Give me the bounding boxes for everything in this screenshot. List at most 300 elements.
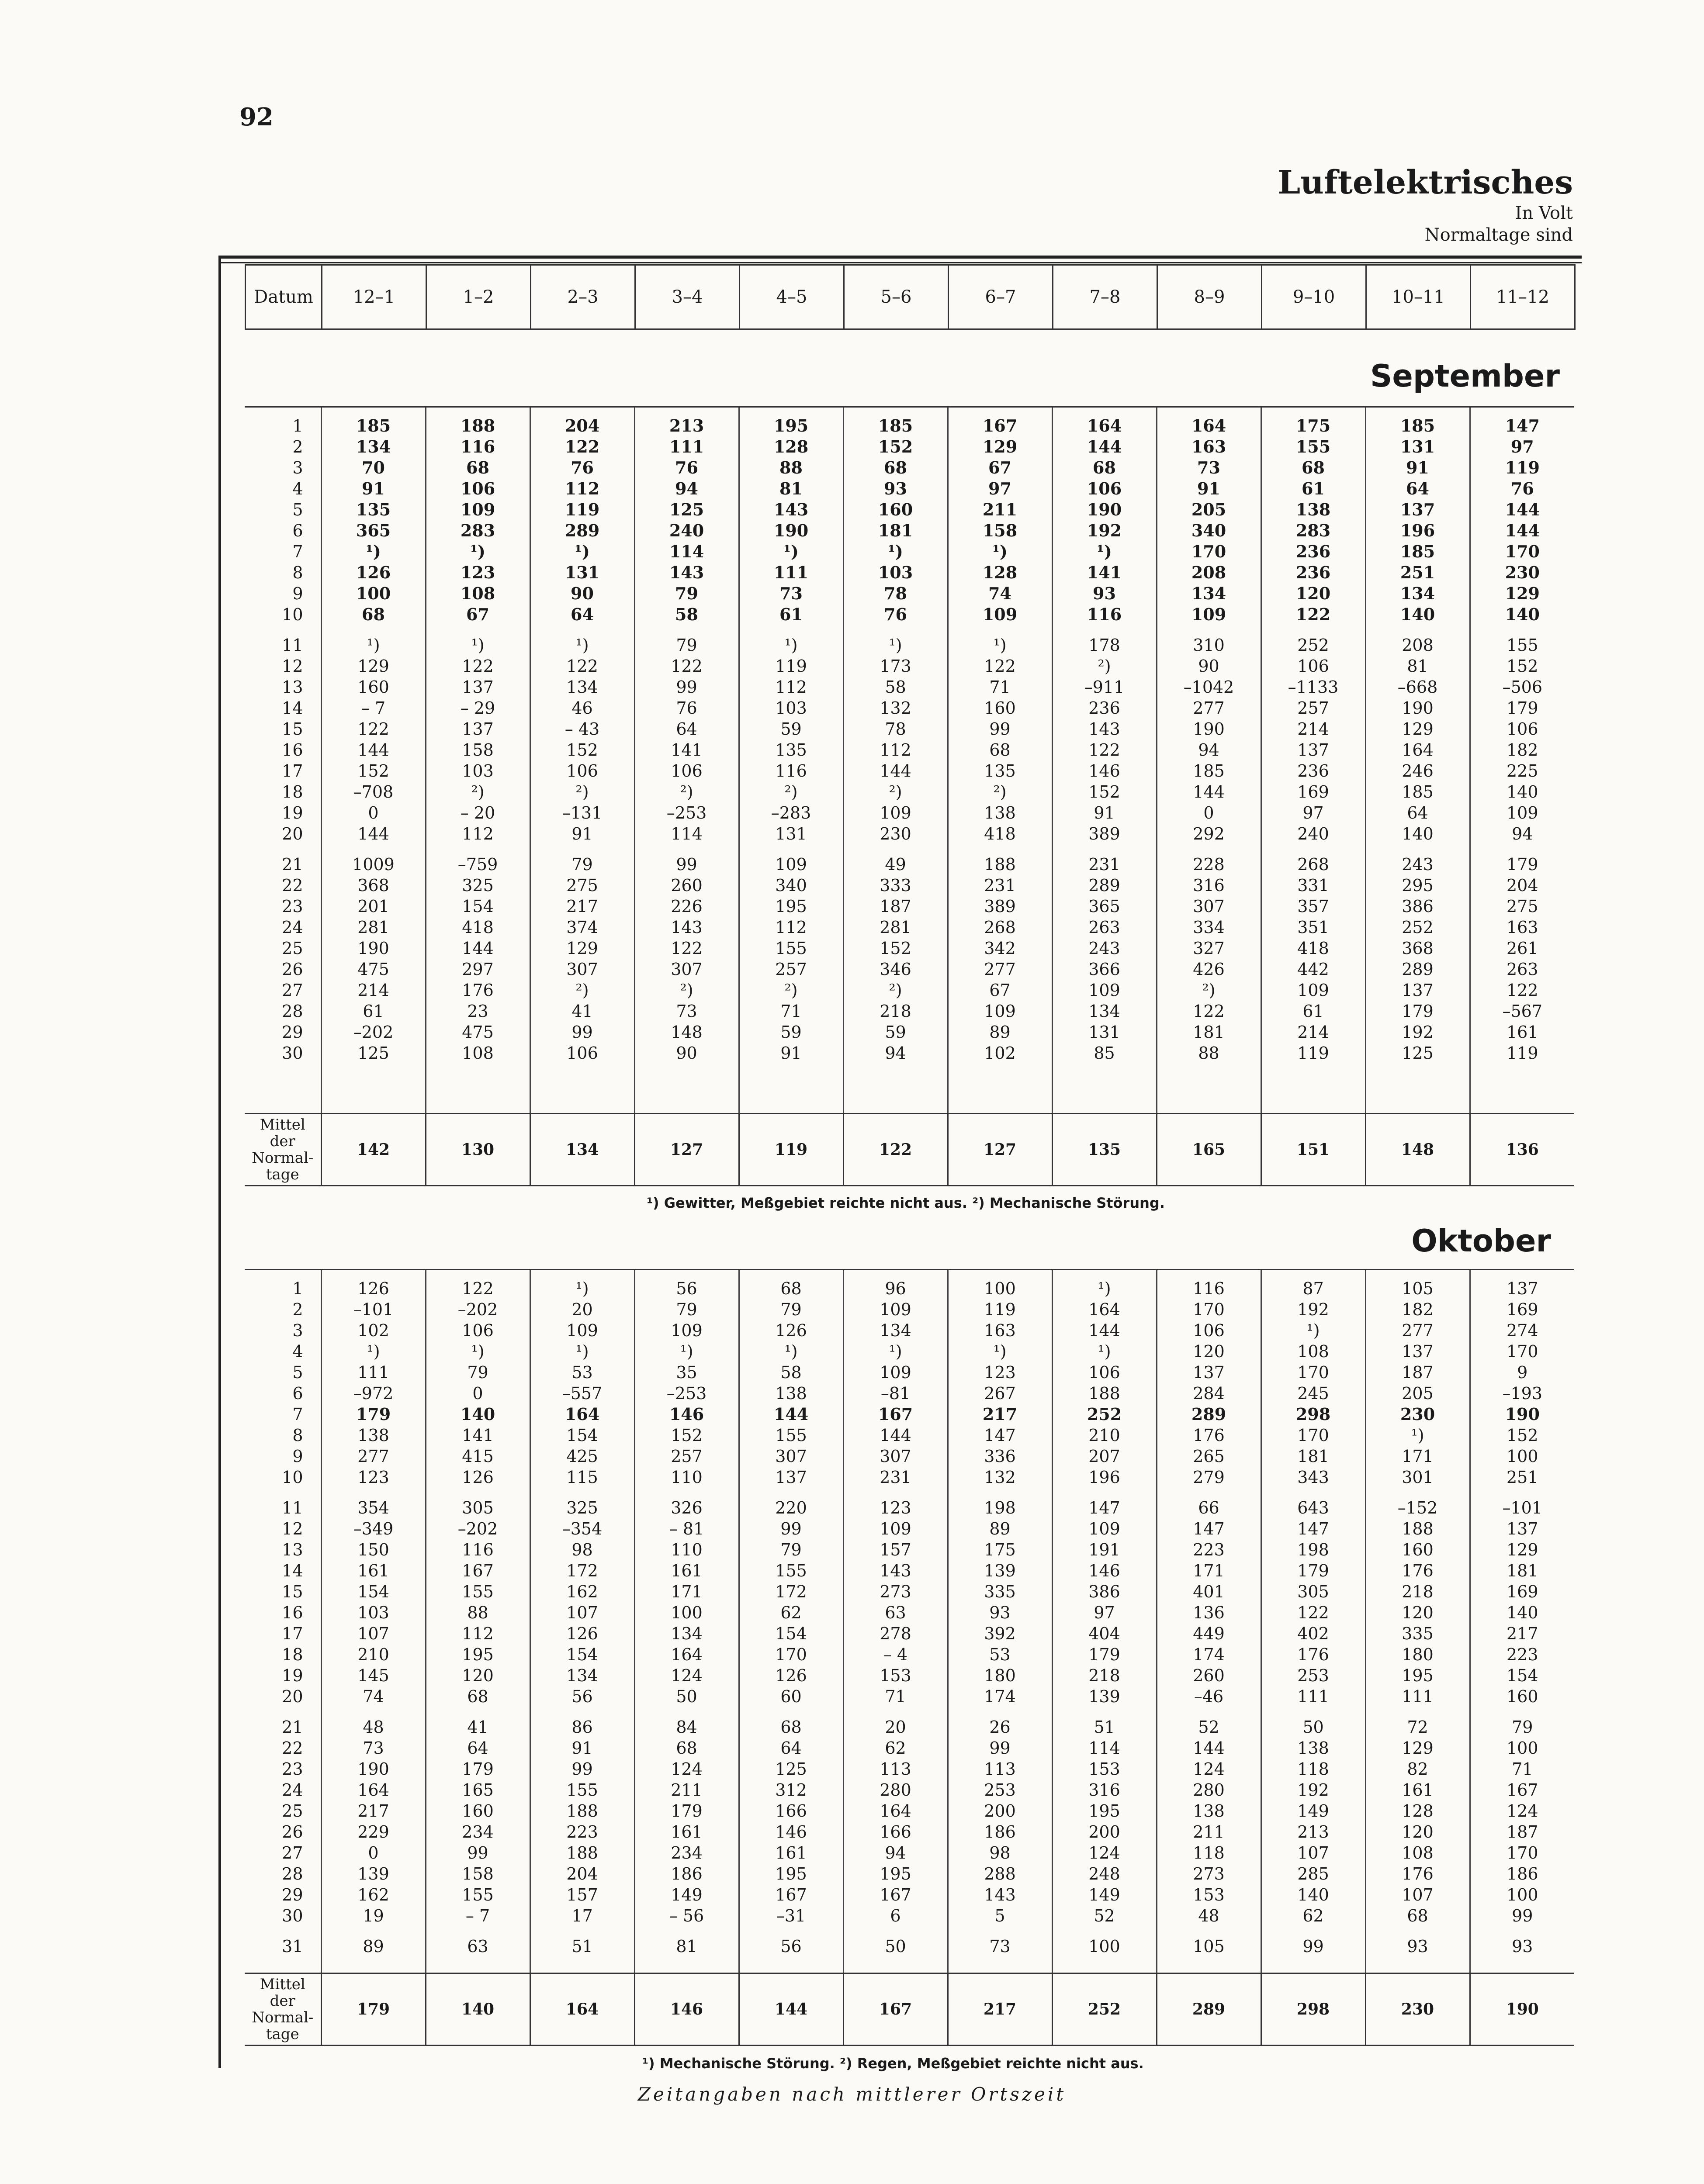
table-cell: 131 <box>1400 437 1435 456</box>
table-cell: –202 <box>457 1300 498 1319</box>
table-cell: 122 <box>357 719 389 739</box>
table-cell: 81 <box>779 479 803 498</box>
table-cell: 185 <box>356 416 391 435</box>
table-cell: ²) <box>889 981 902 1000</box>
day-number: 10 <box>282 605 303 624</box>
table-cell: –668 <box>1397 677 1438 697</box>
day-number: 26 <box>282 1822 303 1842</box>
table-cell: 196 <box>1400 521 1435 540</box>
table-cell: 220 <box>775 1498 807 1517</box>
table-cell: ¹) <box>1306 1321 1320 1340</box>
table-cell: –1042 <box>1183 677 1234 697</box>
table-cell: 144 <box>1193 1738 1225 1758</box>
table-cell: 126 <box>356 563 391 582</box>
hour-header-row <box>245 264 1576 330</box>
table-cell: 257 <box>671 1447 703 1466</box>
hour-column-4 <box>634 408 739 1113</box>
table-cell: 188 <box>566 1801 598 1821</box>
table-cell: 164 <box>565 1404 600 1424</box>
table-cell: ¹) <box>575 1279 589 1298</box>
table-cell: 277 <box>1402 1321 1434 1340</box>
table-cell: 68 <box>989 740 1011 760</box>
table-cell: ¹) <box>575 636 589 655</box>
table-cell: 418 <box>462 918 494 937</box>
table-cell: 79 <box>780 1300 802 1319</box>
table-cell: 122 <box>671 939 703 958</box>
table-cell: 386 <box>1088 1582 1120 1601</box>
table-cell: 98 <box>989 1843 1011 1863</box>
table-cell: ¹) <box>367 636 380 655</box>
day-number: 23 <box>282 897 303 916</box>
table-cell: 19 <box>363 1906 384 1925</box>
table-cell: 122 <box>462 657 494 676</box>
hour-column-12 <box>1470 1270 1574 1973</box>
table-cell: 172 <box>566 1561 598 1580</box>
oktober-mean-row <box>245 1973 1574 2046</box>
table-cell: 214 <box>1297 1023 1329 1042</box>
table-cell: 91 <box>571 1738 593 1758</box>
table-cell: 137 <box>462 677 494 697</box>
table-cell: 179 <box>1506 855 1538 874</box>
table-cell: 53 <box>571 1363 593 1382</box>
day-number: 8 <box>292 1426 303 1445</box>
table-cell: 167 <box>878 1404 913 1424</box>
table-cell: 111 <box>773 563 809 582</box>
day-number: 11 <box>282 636 303 655</box>
table-cell: 52 <box>1094 1906 1115 1925</box>
table-cell: 305 <box>1297 1582 1329 1601</box>
table-cell: 91 <box>1197 479 1220 498</box>
mean-value: 167 <box>843 1973 948 2046</box>
hour-column-4 <box>634 1270 739 1973</box>
table-cell: 106 <box>462 1321 494 1340</box>
table-cell: 152 <box>1506 1426 1538 1445</box>
table-cell: 112 <box>775 918 807 937</box>
table-cell: 140 <box>1297 1885 1329 1904</box>
table-cell: 93 <box>1407 1937 1428 1956</box>
table-cell: 154 <box>566 1645 598 1664</box>
table-cell: 120 <box>1193 1342 1225 1361</box>
table-cell: 110 <box>671 1468 703 1487</box>
hour-header-cell: 9–10 <box>1262 265 1366 329</box>
table-cell: 128 <box>773 437 809 456</box>
table-cell: 285 <box>1297 1864 1329 1883</box>
table-cell: 126 <box>357 1279 389 1298</box>
table-cell: 109 <box>460 500 495 519</box>
table-cell: 160 <box>462 1801 494 1821</box>
day-number: 24 <box>282 1780 303 1800</box>
table-cell: 78 <box>884 584 907 603</box>
table-cell: 90 <box>676 1044 697 1063</box>
table-cell: ¹) <box>575 542 590 561</box>
september-title: September <box>1370 358 1560 394</box>
table-cell: 188 <box>566 1843 598 1863</box>
table-cell: 140 <box>1506 782 1538 802</box>
table-cell: 124 <box>1506 1801 1538 1821</box>
table-cell: 280 <box>1193 1780 1225 1800</box>
table-cell: 6 <box>890 1906 901 1925</box>
hour-column-9 <box>1157 1270 1261 1973</box>
hour-column-1 <box>321 408 426 1113</box>
table-cell: –354 <box>562 1519 603 1538</box>
table-cell: 50 <box>885 1937 906 1956</box>
table-cell: 158 <box>462 740 494 760</box>
table-cell: 63 <box>885 1603 906 1622</box>
table-cell: 41 <box>571 1002 593 1021</box>
table-cell: 180 <box>984 1666 1016 1685</box>
table-cell: 132 <box>880 698 911 718</box>
table-cell: 68 <box>1302 458 1325 477</box>
day-number: 28 <box>282 1002 303 1021</box>
table-cell: 67 <box>466 605 489 624</box>
table-cell: 281 <box>880 918 911 937</box>
table-cell: 149 <box>1297 1801 1329 1821</box>
table-cell: 137 <box>775 1468 807 1487</box>
table-cell: 134 <box>880 1321 911 1340</box>
table-cell: –253 <box>666 803 707 822</box>
mean-value: 135 <box>1052 1114 1157 1186</box>
table-cell: 71 <box>1512 1759 1533 1779</box>
table-cell: 129 <box>1402 719 1434 739</box>
table-cell: 231 <box>880 1468 911 1487</box>
table-cell: –1133 <box>1288 677 1339 697</box>
table-cell: 79 <box>1512 1717 1533 1737</box>
table-cell: 139 <box>357 1864 389 1883</box>
table-cell: 56 <box>571 1687 593 1706</box>
table-cell: – 81 <box>669 1519 704 1538</box>
table-cell: 122 <box>1506 981 1538 1000</box>
table-cell: ¹) <box>888 542 903 561</box>
table-cell: 164 <box>880 1801 911 1821</box>
table-cell: 225 <box>1506 761 1538 781</box>
table-cell: 248 <box>1088 1864 1120 1883</box>
table-cell: 68 <box>676 1738 697 1758</box>
table-cell: 182 <box>1402 1300 1434 1319</box>
table-cell: 643 <box>1297 1498 1329 1517</box>
table-cell: 164 <box>1191 416 1226 435</box>
table-cell: 144 <box>880 1426 911 1445</box>
table-cell: 87 <box>1302 1279 1324 1298</box>
table-cell: 68 <box>467 1687 488 1706</box>
table-cell: 240 <box>669 521 704 540</box>
table-cell: 109 <box>984 1002 1016 1021</box>
table-cell: 268 <box>984 918 1016 937</box>
table-cell: 186 <box>671 1864 703 1883</box>
table-cell: 160 <box>1506 1687 1538 1706</box>
hour-column-11 <box>1365 408 1470 1113</box>
table-cell: 231 <box>1088 855 1120 874</box>
table-cell: 252 <box>1402 918 1434 937</box>
table-cell: 131 <box>565 563 600 582</box>
table-cell: 120 <box>1402 1822 1434 1842</box>
table-cell: 82 <box>1407 1759 1428 1779</box>
table-cell: 122 <box>1193 1002 1225 1021</box>
table-cell: 119 <box>1297 1044 1329 1063</box>
table-cell: 213 <box>669 416 704 435</box>
table-cell: – 29 <box>460 698 495 718</box>
table-cell: ²) <box>1098 657 1111 676</box>
table-cell: 135 <box>775 740 807 760</box>
table-cell: 161 <box>1506 1023 1538 1042</box>
table-cell: ¹) <box>889 1342 902 1361</box>
table-cell: 325 <box>462 876 494 895</box>
table-cell: 116 <box>462 1540 494 1559</box>
hour-header-cell: 7–8 <box>1053 265 1157 329</box>
table-cell: 94 <box>885 1044 906 1063</box>
table-cell: 188 <box>460 416 495 435</box>
day-number: 1 <box>292 416 303 435</box>
day-number: 8 <box>292 563 303 582</box>
table-cell: 140 <box>1506 1603 1538 1622</box>
table-cell: 128 <box>982 563 1018 582</box>
table-cell: 59 <box>780 719 802 739</box>
table-cell: 73 <box>989 1937 1011 1956</box>
table-cell: 217 <box>566 897 598 916</box>
table-cell: 425 <box>566 1447 598 1466</box>
table-cell: 280 <box>880 1780 911 1800</box>
table-cell: 316 <box>1088 1780 1120 1800</box>
table-cell: 164 <box>1402 740 1434 760</box>
hour-column-5 <box>739 408 843 1113</box>
table-cell: 153 <box>1193 1885 1225 1904</box>
table-cell: 148 <box>671 1023 703 1042</box>
table-cell: 106 <box>460 479 495 498</box>
table-cell: 100 <box>1506 1447 1538 1466</box>
table-cell: 111 <box>357 1363 389 1382</box>
mean-value: 151 <box>1261 1114 1365 1186</box>
table-cell: 146 <box>775 1822 807 1842</box>
table-cell: 137 <box>1193 1363 1225 1382</box>
table-cell: 310 <box>1193 636 1225 655</box>
table-cell: 138 <box>984 803 1016 822</box>
table-cell: 122 <box>1088 740 1120 760</box>
table-cell: 161 <box>671 1822 703 1842</box>
table-cell: 198 <box>984 1498 1016 1517</box>
mean-value: 165 <box>1157 1114 1261 1186</box>
table-cell: – 4 <box>883 1645 908 1664</box>
table-cell: 312 <box>775 1780 807 1800</box>
table-cell: 253 <box>984 1780 1016 1800</box>
table-cell: 73 <box>1197 458 1220 477</box>
table-cell: 61 <box>779 605 803 624</box>
day-number: 18 <box>282 1645 303 1664</box>
table-cell: 234 <box>671 1843 703 1863</box>
table-cell: 137 <box>1400 500 1435 519</box>
hour-header-cell: 4–5 <box>740 265 844 329</box>
day-number: 9 <box>292 584 303 603</box>
table-cell: 119 <box>984 1300 1016 1319</box>
table-cell: 72 <box>1407 1717 1428 1737</box>
table-cell: 301 <box>1402 1468 1434 1487</box>
table-cell: 195 <box>1402 1666 1434 1685</box>
table-cell: 288 <box>984 1864 1016 1883</box>
mean-value: 127 <box>948 1114 1052 1186</box>
table-cell: 152 <box>878 437 913 456</box>
table-cell: 295 <box>1402 876 1434 895</box>
table-cell: 144 <box>357 824 389 843</box>
table-cell: 263 <box>1088 918 1120 937</box>
table-cell: 267 <box>984 1384 1016 1403</box>
table-cell: 71 <box>989 677 1011 697</box>
table-cell: 134 <box>1088 1002 1120 1021</box>
hour-header-cell: 5–6 <box>844 265 949 329</box>
table-cell: 253 <box>1297 1666 1329 1685</box>
table-cell: 89 <box>989 1023 1011 1042</box>
table-cell: 0 <box>472 1384 483 1403</box>
table-cell: ¹) <box>680 1342 693 1361</box>
table-cell: 236 <box>1088 698 1120 718</box>
day-number: 25 <box>282 939 303 958</box>
table-cell: 292 <box>1193 824 1225 843</box>
table-cell: 217 <box>357 1801 389 1821</box>
table-cell: 374 <box>566 918 598 937</box>
table-cell: ¹) <box>367 1342 380 1361</box>
table-cell: –193 <box>1502 1384 1543 1403</box>
table-cell: 76 <box>675 458 698 477</box>
table-cell: 223 <box>566 1822 598 1842</box>
table-cell: 152 <box>671 1426 703 1445</box>
table-cell: 129 <box>357 657 389 676</box>
table-cell: 143 <box>773 500 809 519</box>
table-cell: 298 <box>1295 1404 1331 1424</box>
day-number: 16 <box>282 740 303 760</box>
table-cell: 126 <box>775 1666 807 1685</box>
table-cell: 79 <box>675 584 698 603</box>
table-cell: 73 <box>779 584 803 603</box>
table-cell: 62 <box>1302 1906 1324 1925</box>
table-cell: 152 <box>566 740 598 760</box>
table-cell: 68 <box>466 458 489 477</box>
table-cell: 245 <box>1297 1384 1329 1403</box>
day-number: 23 <box>282 1759 303 1779</box>
table-cell: 94 <box>675 479 698 498</box>
table-cell: 144 <box>880 761 911 781</box>
hour-column-3 <box>530 1270 634 1973</box>
table-cell: 426 <box>1193 960 1225 979</box>
table-cell: 123 <box>460 563 495 582</box>
table-cell: ¹) <box>471 1342 485 1361</box>
table-cell: 5 <box>994 1906 1005 1925</box>
day-number: 5 <box>292 1363 303 1382</box>
table-cell: –253 <box>666 1384 707 1403</box>
table-cell: 118 <box>1297 1759 1329 1779</box>
table-cell: 79 <box>780 1540 802 1559</box>
table-cell: 139 <box>984 1561 1016 1580</box>
table-cell: 277 <box>1193 698 1225 718</box>
table-cell: 185 <box>1400 542 1435 561</box>
table-cell: 289 <box>1402 960 1434 979</box>
table-cell: 111 <box>1297 1687 1329 1706</box>
table-cell: 88 <box>779 458 803 477</box>
table-cell: 84 <box>676 1717 697 1737</box>
table-cell: 192 <box>1297 1780 1329 1800</box>
table-cell: 185 <box>1400 416 1435 435</box>
table-cell: 23 <box>467 1002 488 1021</box>
table-cell: 171 <box>1402 1447 1434 1466</box>
table-cell: 64 <box>571 605 594 624</box>
table-cell: 205 <box>1191 500 1226 519</box>
table-cell: 179 <box>1088 1645 1120 1664</box>
table-cell: 334 <box>1193 918 1225 937</box>
table-cell: 99 <box>1512 1906 1533 1925</box>
hour-column-8 <box>1052 408 1157 1113</box>
table-cell: 207 <box>1088 1447 1120 1466</box>
table-cell: 243 <box>1088 939 1120 958</box>
table-cell: 179 <box>1506 698 1538 718</box>
table-cell: 123 <box>357 1468 389 1487</box>
hour-column-3 <box>530 408 634 1113</box>
table-cell: 86 <box>571 1717 593 1737</box>
table-cell: 289 <box>565 521 600 540</box>
table-cell: 144 <box>1087 437 1122 456</box>
table-cell: 109 <box>880 1300 911 1319</box>
table-cell: 56 <box>676 1279 697 1298</box>
day-number: 22 <box>282 876 303 895</box>
table-cell: 106 <box>1087 479 1122 498</box>
table-cell: 103 <box>462 761 494 781</box>
table-cell: 166 <box>880 1822 911 1842</box>
table-cell: 155 <box>1295 437 1331 456</box>
table-cell: 139 <box>1088 1687 1120 1706</box>
table-cell: 109 <box>671 1321 703 1340</box>
table-cell: 124 <box>671 1759 703 1779</box>
table-cell: –46 <box>1194 1687 1224 1706</box>
table-cell: 176 <box>1193 1426 1225 1445</box>
table-cell: 186 <box>1506 1864 1538 1883</box>
table-cell: 135 <box>984 761 1016 781</box>
table-cell: 119 <box>565 500 600 519</box>
table-cell: 100 <box>1506 1885 1538 1904</box>
table-cell: 137 <box>1297 740 1329 760</box>
table-cell: 109 <box>880 1363 911 1382</box>
day-number: 15 <box>282 1582 303 1601</box>
day-number: 28 <box>282 1864 303 1883</box>
table-cell: 263 <box>1506 960 1538 979</box>
table-cell: 289 <box>1088 876 1120 895</box>
table-cell: 475 <box>462 1023 494 1042</box>
table-cell: 340 <box>775 876 807 895</box>
table-cell: 152 <box>880 939 911 958</box>
table-cell: 185 <box>1193 761 1225 781</box>
mean-value: 146 <box>634 1973 739 2046</box>
table-cell: 106 <box>566 1044 598 1063</box>
table-cell: 79 <box>571 855 593 874</box>
table-cell: 0 <box>1203 803 1214 822</box>
table-cell: 134 <box>566 1666 598 1685</box>
day-number: 6 <box>292 1384 303 1403</box>
table-cell: 160 <box>878 500 913 519</box>
hour-column-6 <box>843 408 948 1113</box>
table-cell: 105 <box>1193 1937 1225 1956</box>
table-cell: 257 <box>775 960 807 979</box>
table-cell: 126 <box>566 1624 598 1643</box>
table-cell: 307 <box>880 1447 911 1466</box>
day-column <box>245 408 321 1113</box>
table-cell: 0 <box>368 1843 379 1863</box>
table-cell: 164 <box>671 1645 703 1664</box>
table-cell: 155 <box>775 1561 807 1580</box>
table-cell: 170 <box>1506 1342 1538 1361</box>
day-number: 7 <box>292 542 303 561</box>
table-cell: 201 <box>357 897 389 916</box>
table-cell: 187 <box>1506 1822 1538 1842</box>
table-cell: 68 <box>1093 458 1116 477</box>
table-cell: 163 <box>1506 918 1538 937</box>
table-cell: 260 <box>1193 1666 1225 1685</box>
table-cell: 46 <box>571 698 593 718</box>
day-number: 19 <box>282 803 303 822</box>
mean-value: 142 <box>321 1114 426 1186</box>
